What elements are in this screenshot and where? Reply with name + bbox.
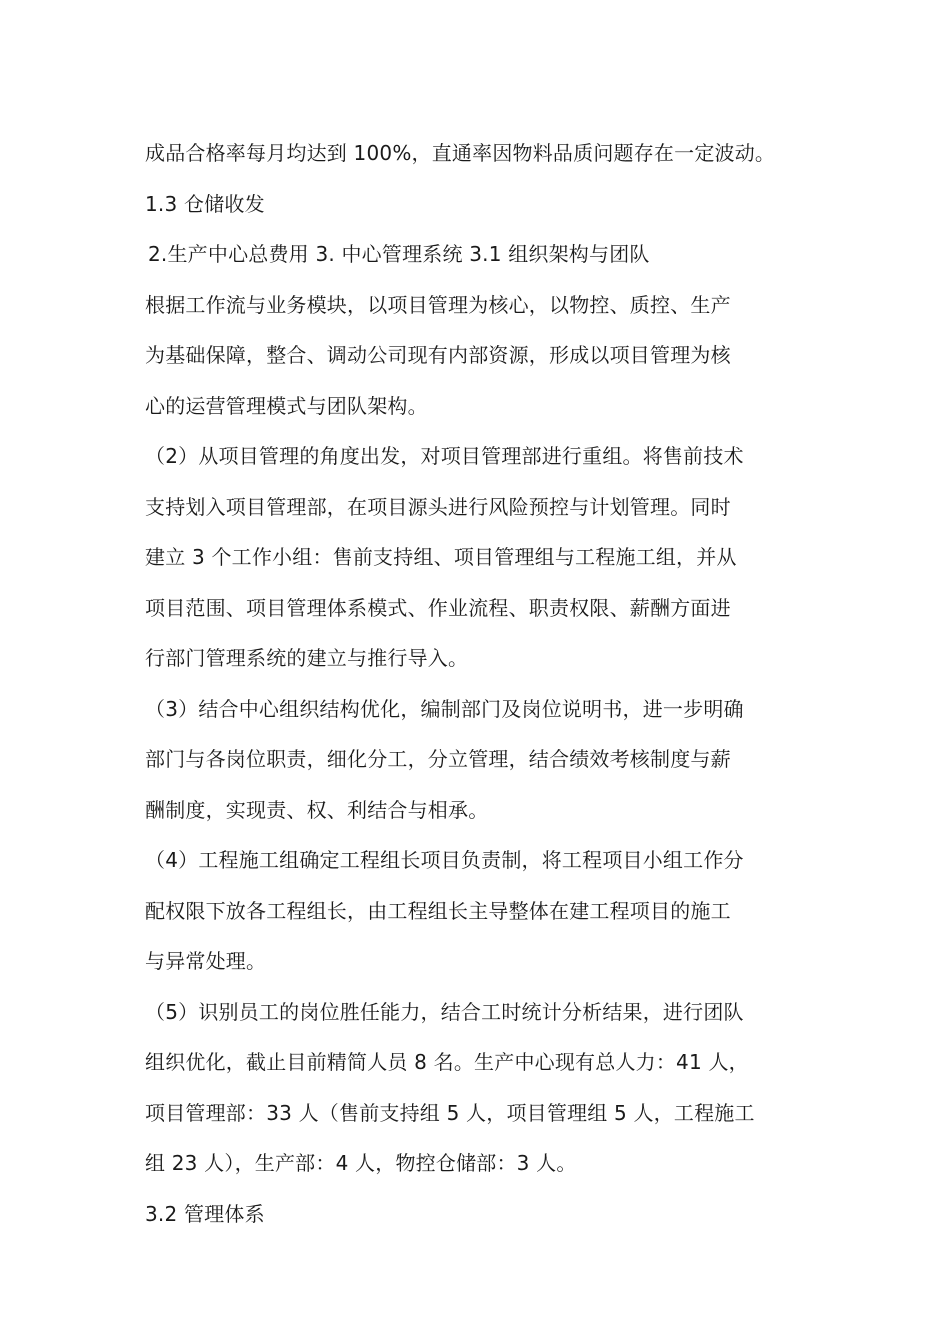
section-heading-1-3: 1.3 仓储收发 [145, 191, 265, 216]
paragraph-line: （4）工程施工组确定工程组长项目负责制，将工程项目小组工作分 [145, 848, 744, 872]
paragraph-line: （5）识别员工的岗位胜任能力，结合工时统计分析结果，进行团队 [145, 999, 744, 1024]
paragraph-line: 建立 3 个工作小组：售前支持组、项目管理组与工程施工组，并从 [145, 545, 737, 569]
paragraph-line: 成品合格率每月均达到 100%，直通率因物料品质问题存在一定波动。 [145, 141, 776, 165]
paragraph-line: 支持划入项目管理部，在项目源头进行风险预控与计划管理。同时 [145, 494, 731, 519]
paragraph-line: 项目范围、项目管理体系模式、作业流程、职责权限、薪酬方面进 [145, 595, 731, 620]
paragraph-line: 部门与各岗位职责，细化分工，分立管理，结合绩效考核制度与薪 [145, 747, 731, 771]
paragraph-line: 为基础保障，整合、调动公司现有内部资源，形成以项目管理为核 [145, 343, 731, 367]
document-body [145, 128, 825, 1239]
paragraph-line: 酬制度，实现责、权、利结合与相承。 [145, 797, 489, 822]
paragraph-line: （3）结合中心组织结构优化，编制部门及岗位说明书，进一步明确 [145, 696, 744, 721]
paragraph-line: 项目管理部：33 人（售前支持组 5 人，项目管理组 5 人，工程施工 [145, 1100, 755, 1125]
paragraph-line: （2）从项目管理的角度出发，对项目管理部进行重组。将售前技术 [145, 444, 744, 468]
section-heading-3-2: 3.2 管理体系 [145, 1201, 265, 1226]
paragraph-line: 心的运营管理模式与团队架构。 [145, 393, 428, 418]
paragraph-line: 根据工作流与业务模块，以项目管理为核心，以物控、质控、生产 [145, 292, 731, 317]
paragraph-line: 行部门管理系统的建立与推行导入。 [145, 646, 469, 670]
paragraph-line: 组 23 人），生产部：4 人，物控仓储部：3 人。 [145, 1151, 577, 1175]
paragraph-line: 与异常处理。 [145, 949, 267, 973]
paragraph-line: 配权限下放各工程组长，由工程组长主导整体在建工程项目的施工 [145, 898, 731, 923]
paragraph-line: 组织优化，截止目前精简人员 8 名。生产中心现有总人力：41 人， [145, 1050, 749, 1074]
section-heading-2-3-3-1: 2.生产中心总费用 3. 中心管理系统 3.1 组织架构与团队 [148, 242, 650, 266]
